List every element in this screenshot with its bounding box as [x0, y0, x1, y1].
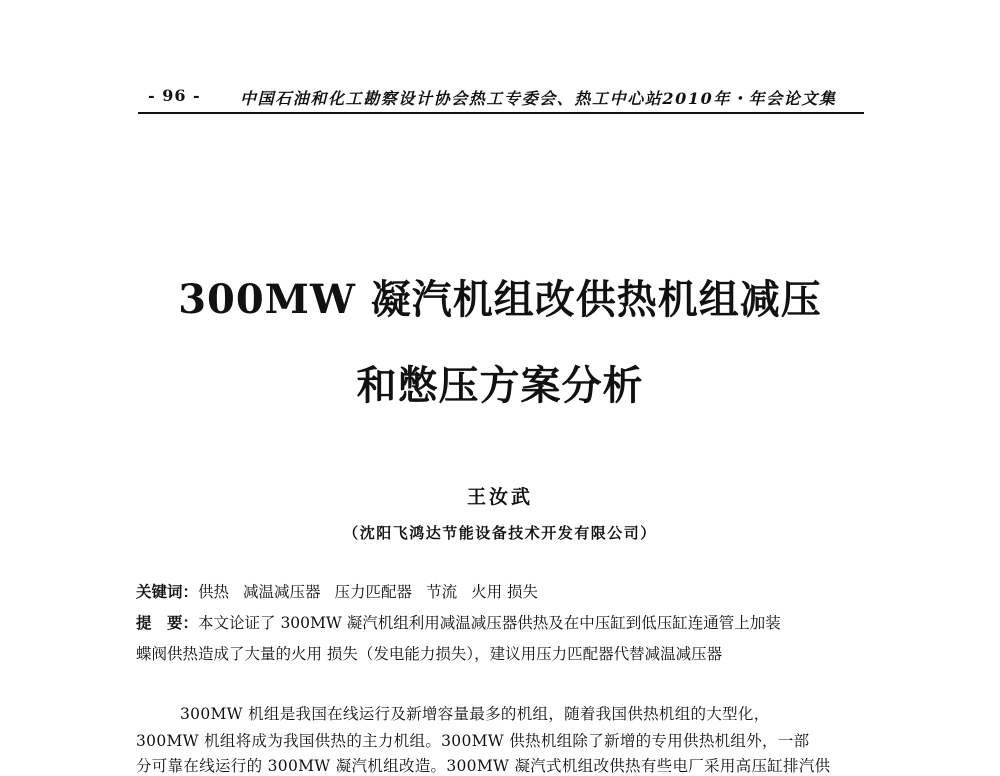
body-paragraph-line-3: 分可靠在线运行的 300MW 凝汽机组改造。300MW 凝汽式机组改供热有些电厂采用高压缸排汽供 — [136, 757, 831, 775]
abstract-text-1: 本文论证了 300MW 凝汽机组利用减温减压器供热及在中压缸到低压缸连通管上加装 — [198, 614, 781, 632]
abstract-line-1 — [136, 611, 866, 633]
body-paragraph-line-1: 300MW 机组是我国在线运行及新增容量最多的机组，随着我国供热机组的大型化， — [180, 705, 770, 723]
author-affiliation: （沈阳飞鸿达节能设备技术开发有限公司） — [343, 524, 657, 542]
body-paragraph-line-2: 300MW 机组将成为我国供热的主力机组。300MW 供热机组除了新增的专用供热机组外，一部 — [136, 732, 810, 750]
abstract-line-2: 蝶阀供热造成了大量的火用 损失（发电能力损失），建议用压力匹配器代替减温减压器 — [136, 645, 723, 663]
paper-title-line-2: 和憋压方案分析 — [356, 362, 644, 409]
page-number: - 96 - — [148, 86, 201, 105]
keyword-item: 供热 — [198, 583, 230, 601]
keyword-item: 火用 损失 — [471, 583, 539, 601]
keyword-item: 节流 — [426, 583, 458, 601]
journal-title: 中国石油和化工勘察设计协会热工专委会、热工中心站2010年・年会论文集 — [240, 89, 837, 108]
paper-title-line-1: 300MW 凝汽机组改供热机组减压 — [178, 276, 822, 323]
author-name: 王汝武 — [466, 486, 533, 508]
abstract-label: 提 要： — [136, 613, 199, 632]
header-rule — [138, 112, 864, 114]
running-header — [138, 86, 864, 114]
keywords-label: 关键词： — [136, 582, 199, 601]
keywords-line — [136, 580, 866, 602]
keyword-item: 压力匹配器 — [334, 583, 413, 601]
keyword-item: 减温减压器 — [243, 583, 321, 601]
